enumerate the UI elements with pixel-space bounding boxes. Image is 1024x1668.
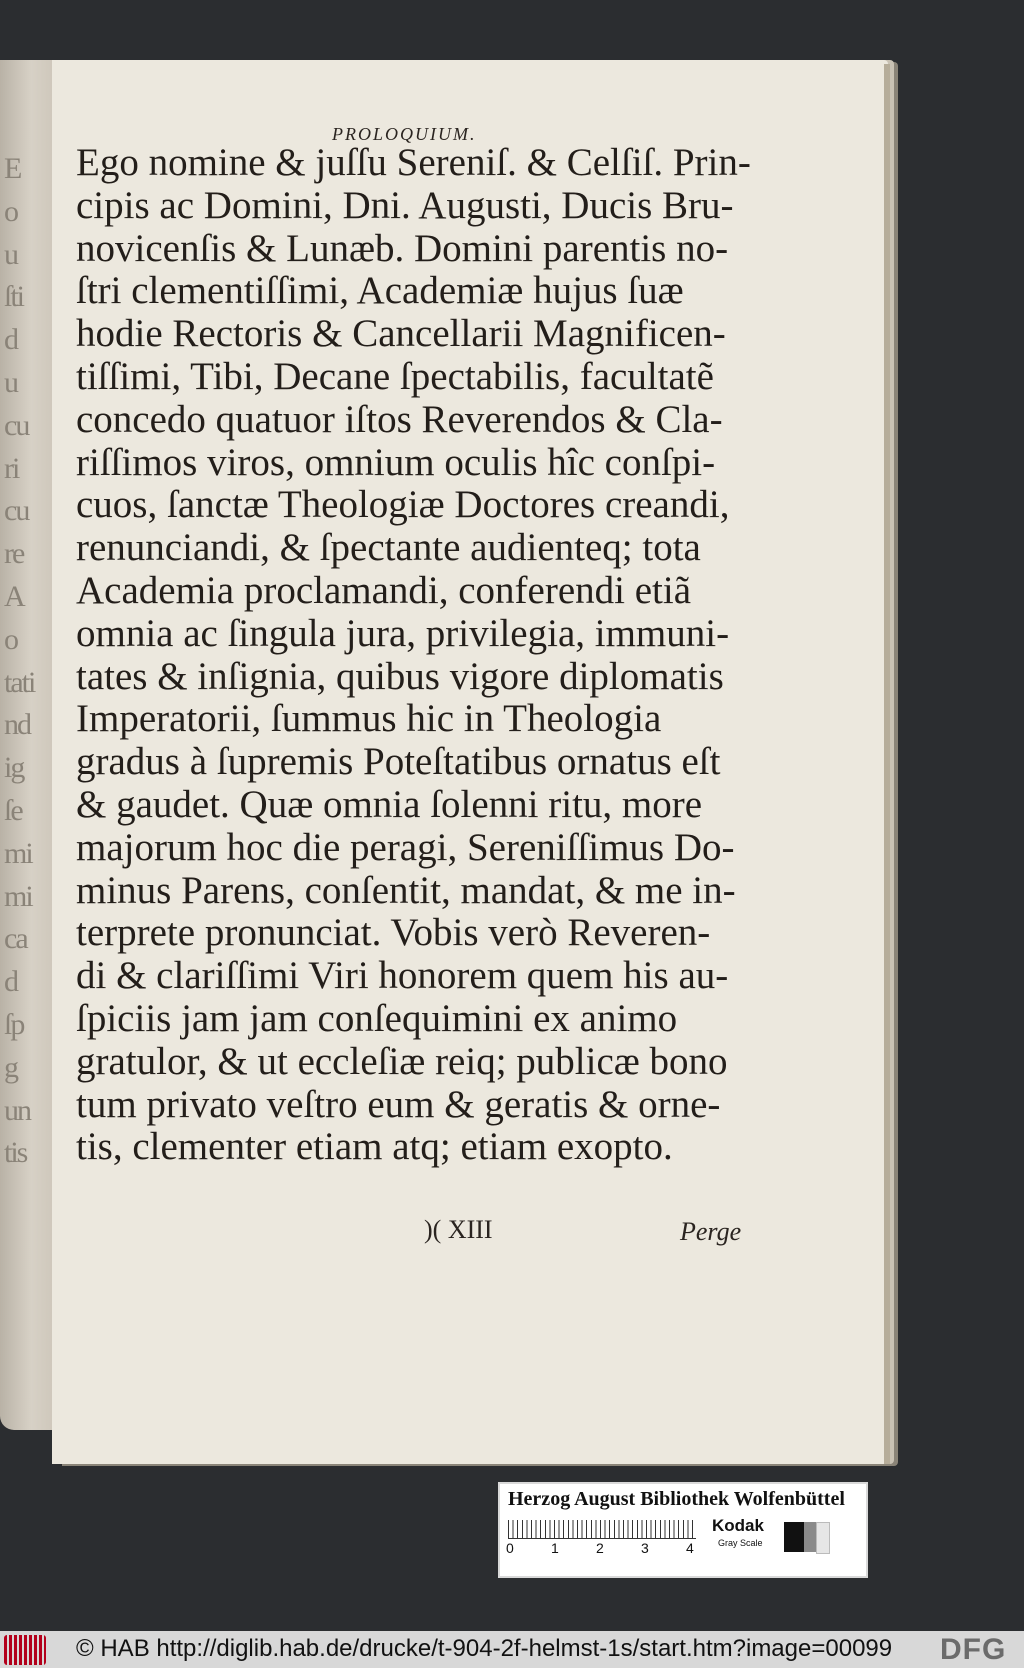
text-line: riſſimos viros, omnium oculis hîc conſpi-: [76, 440, 716, 484]
signature-mark: )( XIII: [424, 1215, 493, 1244]
ruler-number: 4: [686, 1540, 694, 1556]
scale-ruler: [508, 1520, 696, 1539]
ruler-number: 3: [641, 1540, 649, 1556]
left-page-fragment: u: [4, 237, 17, 271]
text-line: Imperatorii, ſummus hic in Theologia: [76, 697, 662, 741]
ruler-number: 0: [506, 1540, 514, 1556]
left-page-fragment: ſp: [4, 1008, 24, 1041]
left-page-fragment: mi: [4, 879, 32, 913]
text-line: ſpiciis jam jam conſequimini ex animo: [76, 996, 678, 1040]
left-page-fragment: ſe: [4, 794, 22, 827]
left-page-fragment: g: [4, 1050, 17, 1084]
page-stack-edge: [884, 64, 890, 1464]
left-page-fragment: d: [4, 323, 17, 357]
text-line: omnia ac ſingula jura, privilegia, immuni-: [76, 611, 730, 655]
text-line: ſtri clementiſſimi, Academiæ hujus ſuæ: [76, 269, 684, 313]
text-line: & gaudet. Quæ omnia ſolenni ritu, more: [76, 782, 703, 826]
text-line: majorum hoc die peragi, Sereniſſimus Do-: [76, 825, 735, 869]
left-page-fragment: mi: [4, 836, 32, 870]
left-page-fragment: d: [4, 965, 17, 999]
left-page-fragment: o: [4, 194, 17, 228]
footer-bar: [0, 1631, 1024, 1668]
color-calibration-card: [498, 1482, 868, 1578]
text-line: cuos, ſanctæ Theologiæ Doctores creandi,: [76, 483, 730, 527]
left-page-fragment: u: [4, 366, 17, 399]
left-page-fragment: cu: [4, 408, 29, 442]
body-text: [76, 141, 751, 1169]
left-page-edge: [0, 60, 52, 1430]
text-line: tates & inſignia, quibus vigore diplomatis: [76, 654, 724, 698]
card-title: Herzog August Bibliothek Wolfenbüttel: [508, 1488, 845, 1510]
left-page-fragment: ri: [4, 451, 19, 485]
left-page-fragment: cu: [4, 494, 29, 528]
text-line: tiſſimi, Tibi, Decane ſpectabilis, facultatẽ: [76, 354, 714, 398]
ruler-number: 1: [551, 1540, 559, 1556]
left-page-fragment: E: [4, 152, 21, 185]
left-page-fragment: tati: [4, 665, 35, 699]
text-line: minus Parens, conſentit, mandat, & me in-: [76, 868, 736, 912]
left-page-fragment: ig: [4, 751, 24, 785]
catchword: Perge: [680, 1217, 742, 1246]
ruler-number: 2: [596, 1540, 604, 1556]
left-page-fragment: re: [4, 537, 24, 571]
left-page-fragment: nd: [4, 708, 30, 742]
text-line: concedo quatuor iſtos Reverendos & Cla-: [76, 397, 723, 441]
gray-scale-label: Gray Scale: [718, 1538, 763, 1548]
text-line: cipis ac Domini, Dni. Augusti, Ducis Bru-: [76, 183, 734, 227]
left-page-fragment: tis: [4, 1136, 27, 1170]
text-line: gradus à ſupremis Poteſtatibus ornatus eſt: [76, 740, 721, 784]
text-line: tum privato veſtro eum & geratis & orne-: [76, 1082, 721, 1126]
kodak-brand: Kodak: [712, 1516, 764, 1535]
left-page-fragment: ſti: [4, 280, 24, 314]
gray-patch-light: [816, 1522, 830, 1554]
gray-patch-mid: [804, 1522, 816, 1552]
text-line: tis, clementer etiam atq; etiam exopto.: [76, 1125, 673, 1169]
left-page-fragment: ca: [4, 922, 27, 956]
running-head: PROLOQUIUM.: [332, 124, 477, 144]
text-line: renunciandi, & ſpectante audienteq; tota: [76, 526, 701, 570]
footer-source-url[interactable]: © HAB http://diglib.hab.de/drucke/t-904-2f-helmst-1s/start.htm?image=00099: [76, 1635, 893, 1662]
text-line: Ego nomine & juſſu Sereniſ. & Celſiſ. Prin-: [76, 141, 751, 184]
left-page-fragment: A: [4, 580, 24, 613]
text-line: novicenſis & Lunæb. Domini parentis no-: [76, 226, 729, 270]
book-page: [52, 60, 888, 1464]
left-page-fragment: un: [4, 1093, 30, 1127]
gray-patch-dark: [784, 1522, 804, 1552]
dfg-logo: DFG: [940, 1633, 1007, 1666]
text-line: hodie Rectoris & Cancellarii Magnificen-: [76, 312, 726, 356]
text-line: terprete pronunciat. Vobis verò Reveren-: [76, 911, 711, 955]
text-line: Academia proclamandi, conferendi etiã: [76, 568, 692, 612]
hab-barcode-icon: [4, 1635, 46, 1665]
text-line: gratulor, & ut eccleſiæ reiq; publicæ bono: [76, 1039, 728, 1083]
left-page-fragment: o: [4, 622, 17, 656]
text-line: di & clariſſimi Viri honorem quem his au-: [76, 954, 729, 998]
